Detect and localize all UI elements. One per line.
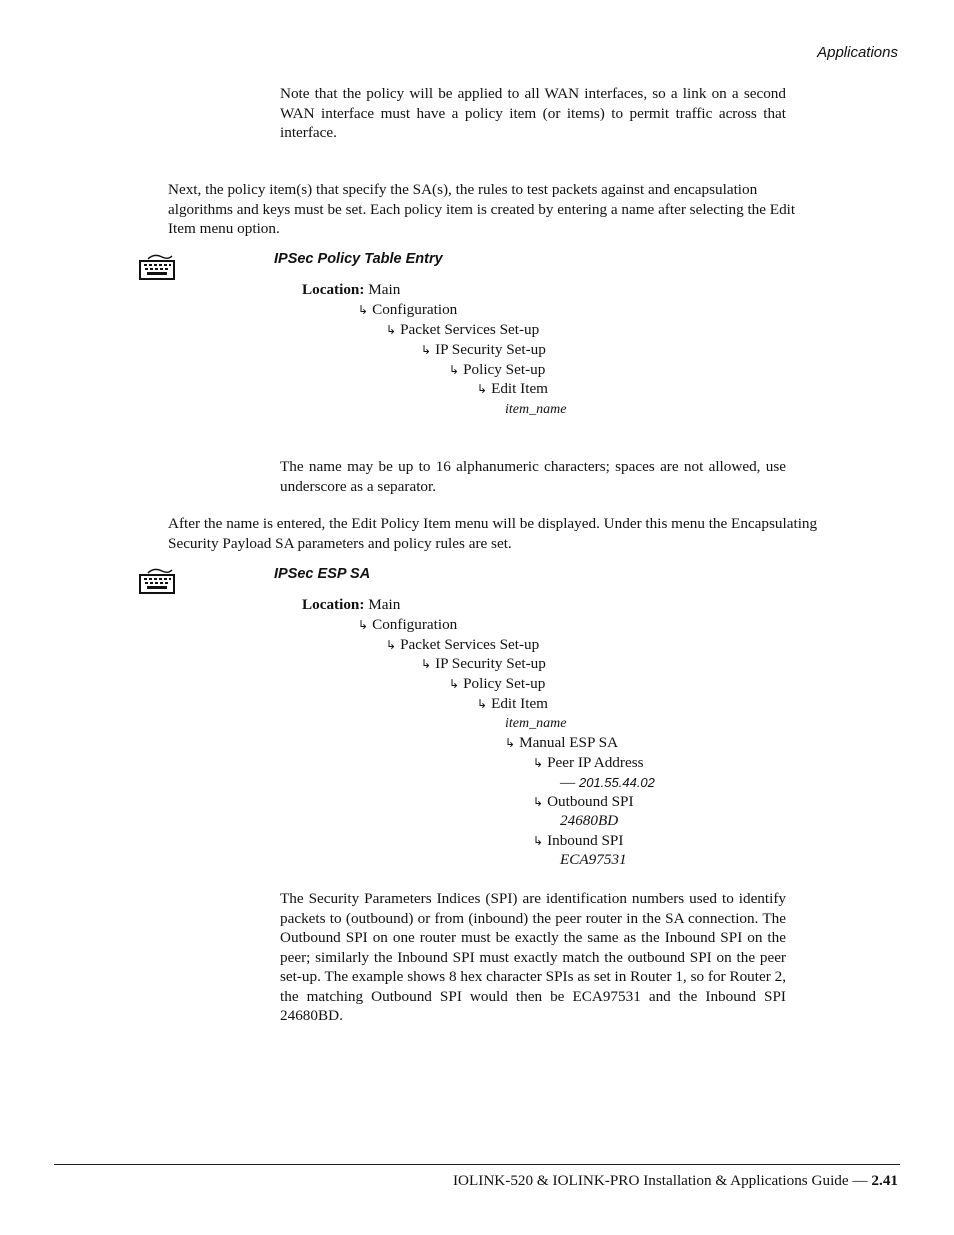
menu-arrow-icon: ↳ [421,343,432,357]
path-step: ↳ IP Security Set-up [421,341,546,358]
menu-arrow-icon: ↳ [421,657,432,671]
path-step: ↳ Configuration [358,616,458,633]
heading-ipsec-policy-table-entry: IPSec Policy Table Entry [274,251,443,267]
path-step-peer-ip: ↳ Peer IP Address [533,754,644,771]
location-label: Location: [302,281,365,298]
menu-arrow-icon: ↳ [477,382,488,396]
footer-title: IOLINK-520 & IOLINK-PRO Installation & Applications Guide — [452,1172,868,1189]
location-root: Main [368,281,401,298]
menu-arrow-icon: ↳ [477,697,488,711]
running-header: Applications [817,44,898,61]
path-step: ↳ Configuration [358,301,458,318]
location-root: Main [368,596,401,613]
menu-arrow-icon: ↳ [358,303,369,317]
path-step-inbound-spi: ↳ Inbound SPI [533,832,624,849]
item-name-placeholder: item_name [505,402,567,417]
path-step: ↳ Policy Set-up [449,675,546,692]
menu-arrow-icon: ↳ [505,736,516,750]
page-number: 2.41 [871,1172,898,1189]
menu-arrow-icon: ↳ [449,363,460,377]
footer-rule [54,1164,900,1165]
path-step-outbound-spi: ↳ Outbound SPI [533,793,634,810]
keyboard-icon [138,252,176,282]
menu-arrow-icon: ↳ [533,756,544,770]
menu-arrow-icon: ↳ [449,677,460,691]
item-name-placeholder: item_name [505,716,567,731]
menu-arrow-icon: ↳ [386,323,397,337]
location-path-1 [302,280,400,300]
path-step: ↳ Policy Set-up [449,361,546,378]
path-step: ↳ Edit Item [477,380,549,397]
menu-arrow-icon: ↳ [358,618,369,632]
menu-arrow-icon: ↳ [533,834,544,848]
path-step-manual-esp-sa: ↳ Manual ESP SA [505,734,619,751]
menu-arrow-icon: ↳ [533,795,544,809]
path-step: ↳ Packet Services Set-up [386,636,540,653]
peer-ip-address: 201.55.44.02 [578,775,655,790]
path-step: ↳ Packet Services Set-up [386,321,540,338]
outbound-spi-value: 24680BD [560,812,619,829]
location-label: Location: [302,596,365,613]
inbound-spi-value: ECA97531 [560,851,627,868]
value-dash: — [560,774,576,791]
page-footer [453,1172,898,1190]
paragraph-policy-items: Next, the policy item(s) that specify the SA(s), the rules to test packets against and encapsulation algorithms and keys must be set. Each policy item is created by entering a name after selecting the Edit Item menu option. [168,181,796,237]
paragraph-spi-explanation: The Security Parameters Indices (SPI) are identification numbers used to identify packets to (outbound) or from (inbound) the peer router in the SA connection. The Outbound SPI on one router must be exactly the same as the Inbound SPI on the peer; similarly the Inbound SPI must exactly match the outbound SPI on the peer set-up. The example shows 8 hex character SPIs as set in Router 1, so for Router 2, the matching Outbound SPI would then be ECA97531 and the Inbound SPI 24680BD. [280,890,786,1024]
keyboard-icon [138,566,176,596]
path-step: ↳ IP Security Set-up [421,655,546,672]
menu-arrow-icon: ↳ [386,638,397,652]
paragraph-edit-policy-item: After the name is entered, the Edit Policy Item menu will be displayed. Under this menu the Encapsulating Security Payload SA parameters and policy rules are set. [168,515,818,552]
path-step: ↳ Edit Item [477,695,549,712]
heading-ipsec-esp-sa: IPSec ESP SA [274,566,371,582]
peer-ip-value [560,773,655,793]
location-path-2 [302,595,400,615]
paragraph-wan-note: Note that the policy will be applied to all WAN interfaces, so a link on a second WAN interface must have a policy item (or items) to permit traffic across that interface. [280,85,786,141]
paragraph-name-rules: The name may be up to 16 alphanumeric characters; spaces are not allowed, use underscore as a separator. [280,458,786,495]
